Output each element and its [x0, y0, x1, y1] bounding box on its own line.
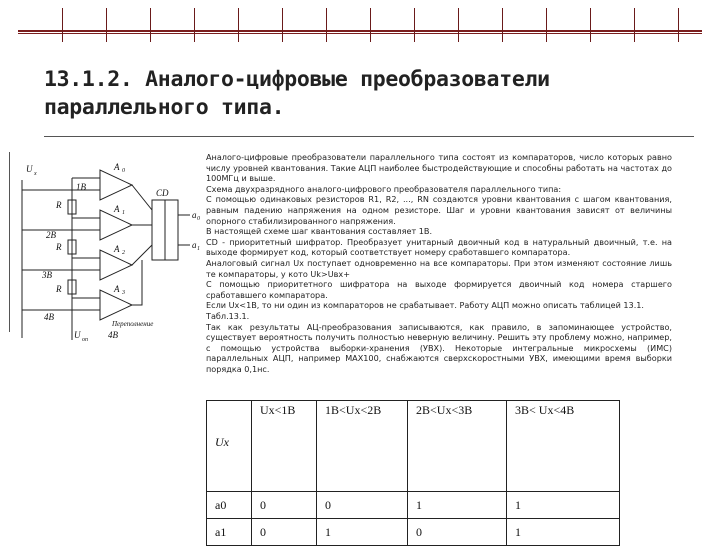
diagram-label-3b: 3B — [42, 270, 52, 280]
paragraph: CD - приоритетный шифратор. Преобразует унитарный двоичный код в натуральный двоичный, т.е. на выходе формирует код, который соответствует номеру сработавшего компаратора. — [206, 236, 672, 258]
diagram-label-r1: R — [56, 200, 62, 210]
diagram-label-a2: A — [114, 244, 120, 254]
diagram-label-1b: 1B — [76, 182, 86, 192]
diagram-label-out-a1: a — [192, 240, 197, 250]
rule-tick — [238, 8, 239, 42]
table-header-cell: 1B<Ux<2B — [317, 401, 408, 492]
diagram-label-a0: A — [114, 162, 120, 172]
table-header-cell: Ux<1B — [252, 401, 317, 492]
diagram-label-out-a0: a — [192, 210, 197, 220]
table-cell: 0 — [252, 519, 317, 546]
table-cell: 1 — [507, 519, 620, 546]
table-cell: 0 — [408, 519, 507, 546]
diagram-label-2b: 2B — [46, 230, 56, 240]
diagram-label-a1: A — [114, 204, 120, 214]
rule-tick — [502, 8, 503, 42]
table-corner-cell: Ux — [207, 401, 252, 492]
diagram-label-uref-4b: 4B — [108, 330, 118, 340]
adc-circuit-diagram — [12, 150, 202, 350]
paragraph: Аналоговый сигнал Ux поступает одновременно на все компараторы. При этом изменяют состояние лишь те компараторы, у кото Uk>Uвх+ — [206, 257, 672, 279]
rule-tick — [458, 8, 459, 42]
table-cell: 0 — [317, 492, 408, 519]
slide-title — [44, 66, 684, 122]
svg-text:0: 0 — [122, 168, 125, 174]
diagram-label-overflow: Переполнение — [112, 320, 154, 328]
paragraph: С помощью одинаковых резисторов R1, R2, ..., RN создаются уровни квантования с шагом квантования, равным падению напряжения на одном резисторе. Шаг и уровни квантования зависят от величины опорного стабилизированного напряжения. — [206, 194, 672, 226]
svg-text:1: 1 — [122, 210, 125, 216]
svg-text:1: 1 — [197, 246, 200, 252]
svg-text:x: x — [34, 171, 37, 177]
table-header-cell: 3B< Ux<4B — [507, 401, 620, 492]
svg-text:оп: оп — [82, 337, 88, 343]
table-row-label: a0 — [207, 492, 252, 519]
rule-tick — [62, 8, 63, 42]
paragraph: Табл.13.1. — [206, 310, 250, 321]
slide-title-line2: параллельного типа. — [44, 95, 285, 120]
rule-tick — [590, 8, 591, 42]
table-cell: 0 — [252, 492, 317, 519]
table-cell: 1 — [317, 519, 408, 546]
top-decorative-rule — [18, 30, 702, 32]
body-text — [206, 152, 672, 374]
paragraph: Схема двухразрядного аналого-цифрового преобразователя параллельного типа: — [206, 183, 562, 194]
rule-tick — [634, 8, 635, 42]
rule-tick — [678, 8, 679, 42]
paragraph: С помощью приоритетного шифратора на выходе формируется двоичный код номера старшего сработавшего компаратора. — [206, 279, 672, 300]
rule-tick — [414, 8, 415, 42]
svg-text:3: 3 — [122, 290, 125, 296]
table-row — [207, 519, 620, 546]
paragraph: Так как результаты АЦ-преобразования записываются, как правило, в запоминающее устройство, существует вероятность получить полностью неверную величину. Решить эту проблему можно, например, с помощью устройства выборки-хранения (УВХ). Некоторые интегральные микросхемы (ИМС) параллельных АЦП, например MAX100, снабжаются сверхскоростными УВХ, имеющими время выборки порядка 0,1нс. — [206, 321, 672, 374]
rule-tick — [150, 8, 151, 42]
title-underline — [44, 136, 694, 137]
truth-table — [206, 400, 620, 546]
rule-tick — [326, 8, 327, 42]
rule-tick — [370, 8, 371, 42]
rule-tick — [194, 8, 195, 42]
slide-title-line1: 13.1.2. Аналого-цифровые преобразователи — [44, 67, 550, 92]
table-header-row — [207, 401, 620, 492]
svg-text:0: 0 — [197, 216, 200, 222]
rule-tick — [546, 8, 547, 42]
diagram-label-r3: R — [56, 284, 62, 294]
table-row — [207, 492, 620, 519]
table-cell: 1 — [408, 492, 507, 519]
table-row-label: a1 — [207, 519, 252, 546]
paragraph: Если Ux<1В, то ни один из компараторов не срабатывает. Работу АЦП можно описать таблицей 13.1. — [206, 300, 644, 311]
table-header-cell: 2B<Ux<3B — [408, 401, 507, 492]
diagram-label-r2: R — [56, 242, 62, 252]
table-cell: 1 — [507, 492, 620, 519]
left-border-line — [9, 152, 10, 332]
rule-tick — [282, 8, 283, 42]
svg-text:2: 2 — [122, 250, 125, 256]
diagram-label-4b: 4B — [44, 312, 54, 322]
top-decorative-rule-thin — [18, 33, 702, 34]
diagram-label-a3: A — [114, 284, 120, 294]
paragraph: Аналого-цифровые преобразователи параллельного типа состоят из компараторов, число которых равно числу уровней квантования. Такие АЦП наиболее быстродействующие и способны работать на частотах до 100МГц и выше. — [206, 152, 672, 184]
diagram-label-cd: CD — [156, 188, 169, 198]
paragraph: В настоящей схеме шаг квантования составляет 1В. — [206, 226, 433, 237]
rule-tick — [106, 8, 107, 42]
diagram-label-uref: U — [74, 330, 81, 340]
diagram-label-ux: U — [26, 164, 33, 174]
